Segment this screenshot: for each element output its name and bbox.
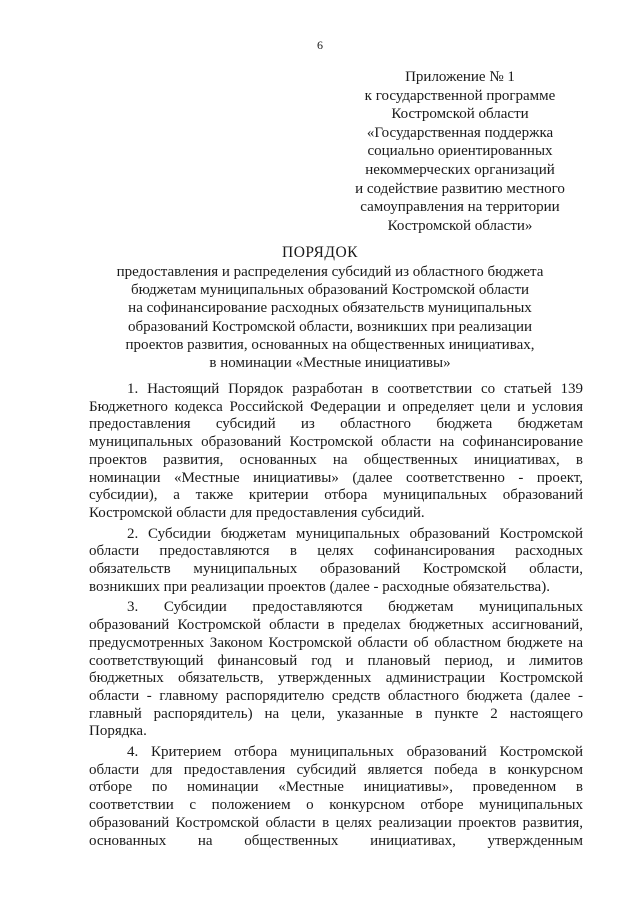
paragraph-2 bbox=[89, 526, 583, 597]
paragraph-line: образований Костромской области в целях реализации проектов развития, bbox=[89, 814, 583, 831]
paragraph-line: области предоставляются в целях софинансирования расходных bbox=[89, 543, 583, 560]
paragraph-line: 1. Настоящий Порядок разработан в соответствии со статьей 139 bbox=[127, 381, 583, 397]
subtitle-line: в номинации «Местные инициативы» bbox=[209, 355, 451, 372]
appendix-line: Приложение № 1 bbox=[405, 69, 515, 85]
paragraph-line: 2. Субсидии бюджетам муниципальных образований Костромской bbox=[127, 525, 583, 542]
paragraph-line: области для предоставления субсидий является победа в конкурсном bbox=[89, 761, 583, 778]
paragraph-line: проектов развития, основанных на общественных инициативах, в bbox=[89, 451, 583, 468]
appendix-line: «Государственная поддержка bbox=[366, 124, 554, 141]
page-number: 6 bbox=[317, 38, 323, 52]
paragraph-line: бюджетных обязательств, утвержденных администрации Костромской bbox=[89, 670, 583, 687]
paragraph-line: отборе по номинации «Местные инициативы», проведенном в bbox=[89, 779, 583, 796]
paragraph-line: Порядка. bbox=[89, 723, 147, 740]
paragraph-line: номинации «Местные инициативы» (далее соответственно - проект, bbox=[89, 469, 583, 486]
appendix-line: Костромской области» bbox=[387, 217, 533, 234]
document-subtitle bbox=[80, 263, 580, 372]
paragraph-line: обязательств муниципальных образований Костромской области, bbox=[89, 561, 583, 578]
paragraph-line: 3. Субсидии предоставляются бюджетам муниципальных bbox=[127, 599, 583, 616]
appendix-line: некоммерческих организаций bbox=[365, 161, 555, 178]
paragraph-1 bbox=[89, 381, 583, 523]
paragraph-line: основанных на общественных инициативах, утвержденным bbox=[89, 832, 583, 849]
appendix-line: к государственной программе bbox=[364, 87, 556, 104]
paragraph-line: муниципальных образований Костромской области на софинансирование bbox=[89, 434, 583, 451]
paragraph-line: образований Костромской области в пределах бюджетных ассигнований, bbox=[89, 617, 583, 634]
paragraph-line: области - главному распорядителю средств областного бюджета (далее - bbox=[89, 687, 583, 704]
appendix-line: самоуправления на территории bbox=[360, 199, 560, 216]
document-title: ПОРЯДОК bbox=[282, 244, 358, 261]
subtitle-line: на софинансирование расходных обязательств муниципальных bbox=[128, 300, 532, 317]
subtitle-line: образований Костромской области, возникших при реализации bbox=[127, 318, 533, 335]
paragraph-line: соответствующий финансовый год и плановый период, и лимитов bbox=[89, 652, 583, 669]
appendix-line: и содействие развитию местного bbox=[355, 180, 565, 197]
paragraph-line: возникших при реализации проектов (далее - расходные обязательства). bbox=[89, 578, 550, 595]
subtitle-line: бюджетам муниципальных образований Костромской области bbox=[130, 282, 530, 299]
paragraph-line: предусмотренных Законом Костромской области об областном бюджете на bbox=[89, 634, 583, 651]
appendix-line: социально ориентированных bbox=[367, 143, 553, 160]
paragraph-line: соответствии с положением о конкурсном отборе муниципальных bbox=[89, 797, 583, 814]
paragraph-3 bbox=[89, 599, 583, 741]
subtitle-line: предоставления и распределения субсидий из областного бюджета bbox=[116, 264, 544, 280]
paragraph-line: предоставления субсидий из областного бюджета бюджетам bbox=[89, 416, 583, 433]
paragraph-4 bbox=[89, 744, 583, 850]
paragraph-line: главный распорядитель) на цели, указанные в пункте 2 настоящего bbox=[89, 705, 583, 722]
paragraph-line: субсидии), а также критерии отбора муниципальных образований bbox=[89, 487, 583, 504]
paragraph-line: Костромской области для предоставления субсидий. bbox=[89, 504, 425, 521]
appendix-line: Костромской области bbox=[391, 106, 529, 123]
appendix-header bbox=[330, 68, 590, 235]
document-body bbox=[89, 381, 583, 850]
paragraph-line: 4. Критерием отбора муниципальных образований Костромской bbox=[127, 744, 583, 761]
paragraph-line: Бюджетного кодекса Российской Федерации и определяет цели и условия bbox=[89, 398, 583, 415]
subtitle-line: проектов развития, основанных на общественных инициативах, bbox=[125, 336, 535, 353]
